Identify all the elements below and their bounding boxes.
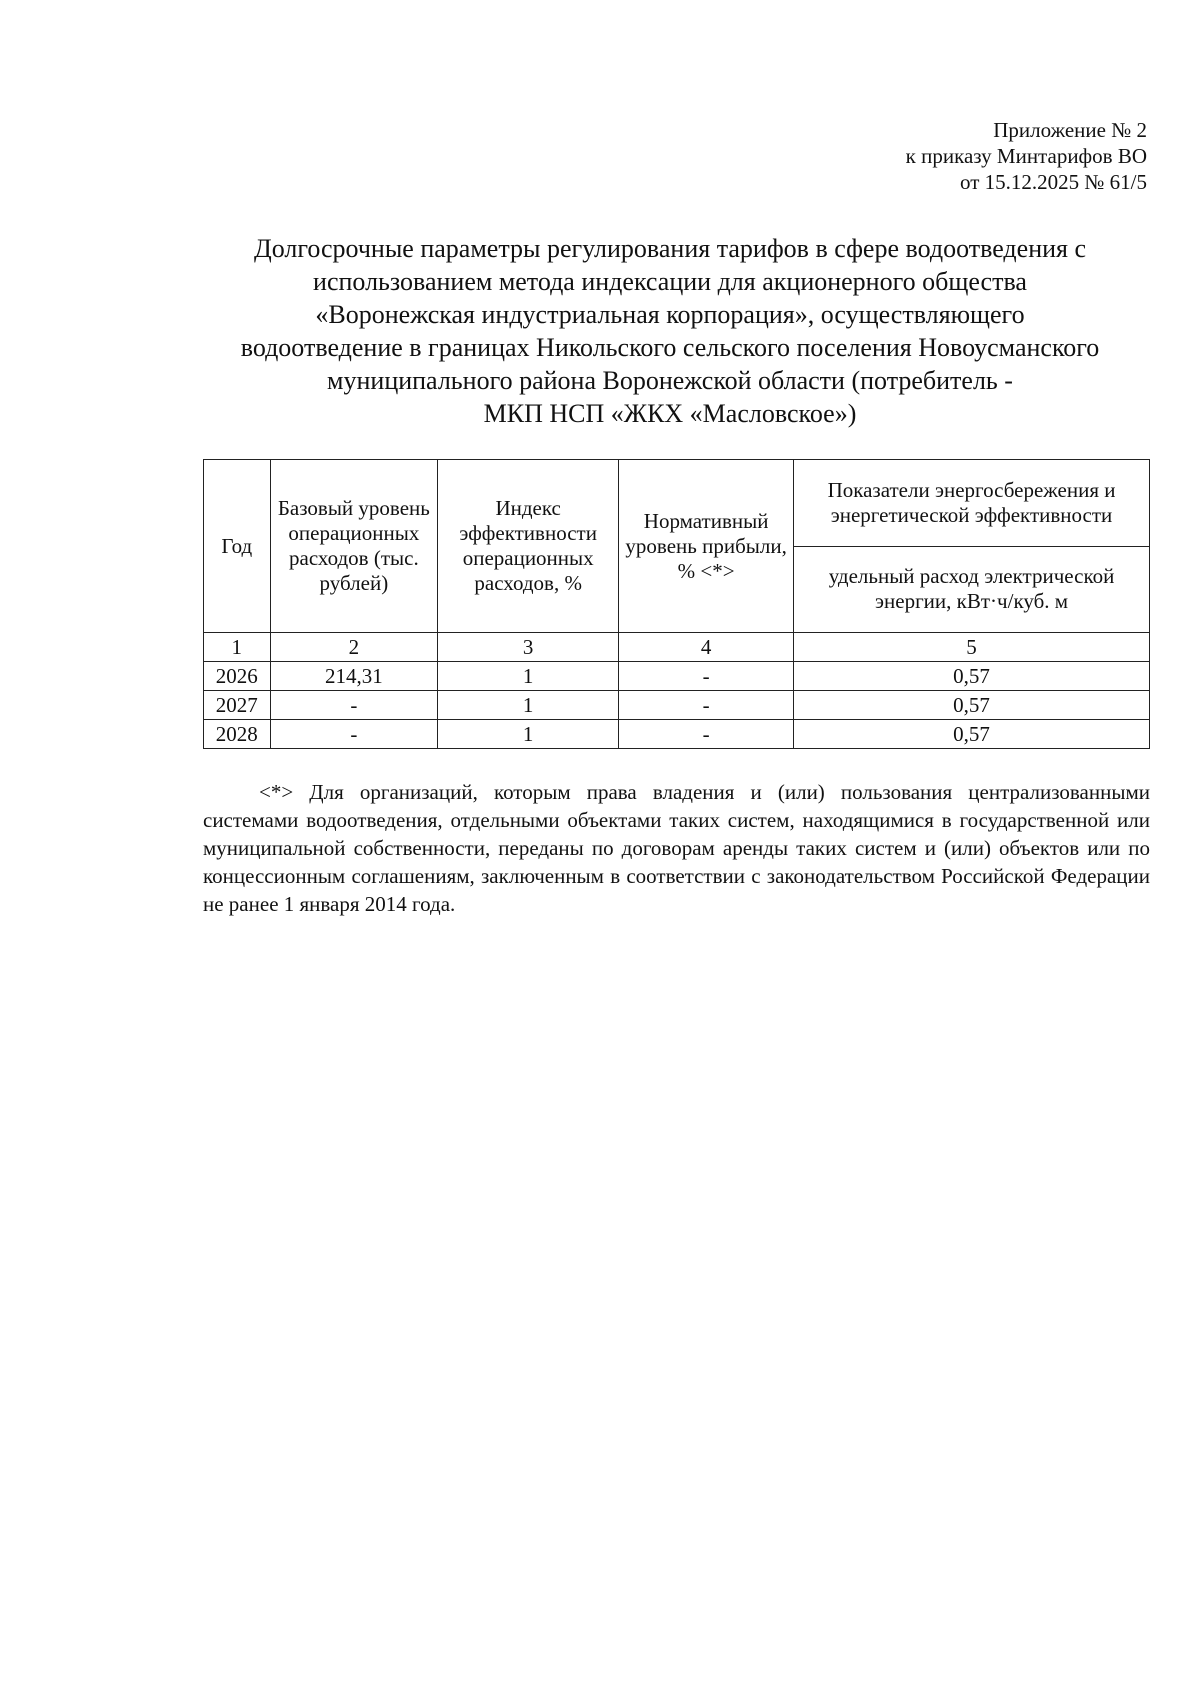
header-base-level: Базовый уровень операционных расходов (тыс. рублей) [270,460,438,633]
column-number-row [204,633,1150,662]
header-profit-level: Нормативный уровень прибыли, % <*> [619,460,794,633]
title-line: муниципального района Воронежской области (потребитель - [327,366,1013,395]
cell-profit-level: - [619,691,794,720]
cell-efficiency-index: 1 [438,720,619,749]
cell-year: 2028 [204,720,271,749]
column-number: 1 [204,633,271,662]
parameters-table [203,459,1150,749]
appendix-number: Приложение № 2 [993,118,1147,142]
cell-year: 2026 [204,662,271,691]
column-number: 5 [794,633,1150,662]
appendix-order-date: от 15.12.2025 № 61/5 [959,170,1147,194]
cell-base-level: - [270,691,438,720]
cell-profit-level: - [619,720,794,749]
column-number: 2 [270,633,438,662]
cell-energy: 0,57 [794,720,1150,749]
table-row [204,691,1150,720]
table-header-row [204,460,1150,547]
title-line: Долгосрочные параметры регулирования тарифов в сфере водоотведения с [253,234,1087,263]
column-number: 3 [438,633,619,662]
appendix-block [906,117,1147,195]
cell-efficiency-index: 1 [438,662,619,691]
header-energy-group: Показатели энергосбережения и энергетической эффективности [794,460,1150,547]
table-row [204,720,1150,749]
title-line: МКП НСП «ЖКХ «Масловское») [483,399,857,428]
header-efficiency-index: Индекс эффективности операционных расходов, % [438,460,619,633]
title-line: «Воронежская индустриальная корпорация», осуществляющего [315,300,1025,329]
appendix-order-ref: к приказу Минтарифов ВО [905,144,1147,168]
document-title [190,232,1150,430]
footnote-text: <*> Для организаций, которым права владения и (или) пользования централизованными системами водоотведения, отдельными объектами таких систем, находящимися в государственной или муниципальной собственности, переданы по договорам аренды таких систем и (или) объектов или по концессионным соглашениям, заключенным в соответствии с законодательством Российской Федерации не ранее 1 января 2014 года. [203,780,1150,916]
table-row [204,662,1150,691]
cell-energy: 0,57 [794,691,1150,720]
title-line: использованием метода индексации для акционерного общества [313,267,1027,296]
column-number: 4 [619,633,794,662]
title-line: водоотведение в границах Никольского сельского поселения Новоусманского [240,333,1100,362]
cell-profit-level: - [619,662,794,691]
cell-base-level: 214,31 [270,662,438,691]
cell-year: 2027 [204,691,271,720]
cell-efficiency-index: 1 [438,691,619,720]
header-energy-sub: удельный расход электрической энергии, кВт·ч/куб. м [794,546,1150,633]
cell-energy: 0,57 [794,662,1150,691]
cell-base-level: - [270,720,438,749]
header-year: Год [204,460,271,633]
